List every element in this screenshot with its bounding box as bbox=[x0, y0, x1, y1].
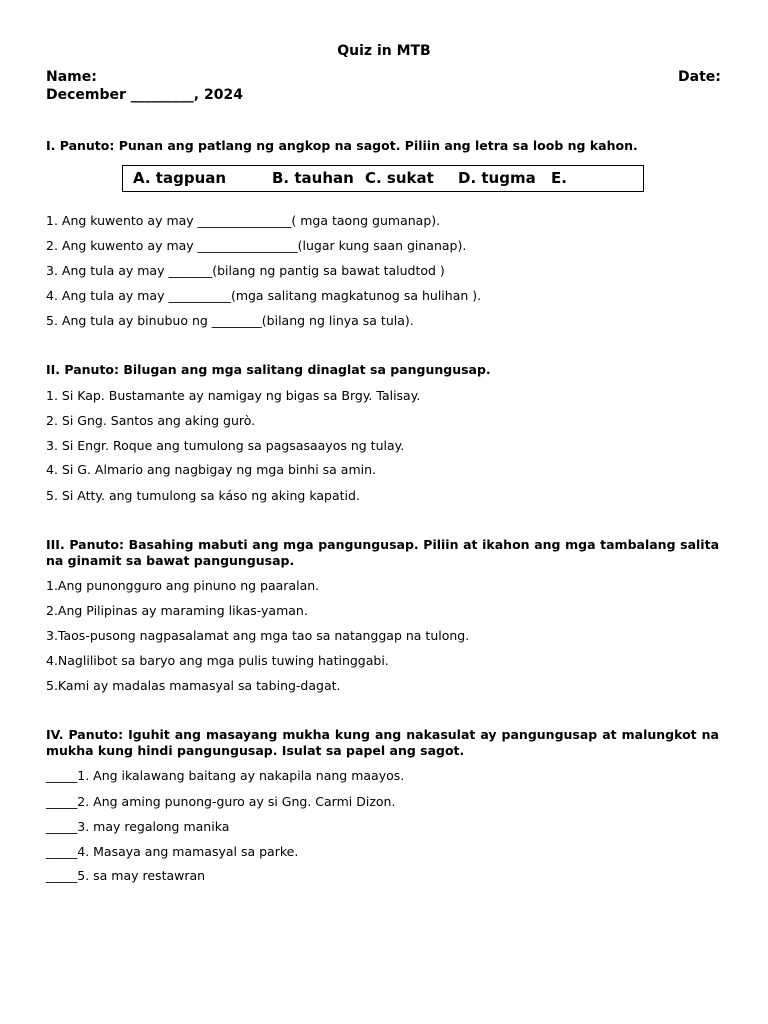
section4-item-4: _____4. Masaya ang mamasyal sa parke. bbox=[46, 844, 299, 859]
section2-item-4: 4. Si G. Almario ang nagbigay ng mga binhi sa amin. bbox=[46, 462, 377, 477]
name-label: Name: bbox=[46, 69, 97, 85]
date-line: December _________, 2024 bbox=[46, 87, 243, 103]
choice-b: B. tauhan bbox=[272, 169, 354, 187]
section4-item-3: _____3. may regalong manika bbox=[46, 819, 230, 834]
choice-c: C. sukat bbox=[365, 169, 434, 187]
page-title: Quiz in MTB bbox=[337, 43, 431, 59]
section2-item-1: 1. Si Kap. Bustamante ay namigay ng bigas sa Brgy. Talisay. bbox=[46, 388, 421, 403]
section1-item-1: 1. Ang kuwento ay may _______________( mga taong gumanap). bbox=[46, 213, 441, 228]
section4-item-2: _____2. Ang aming punong-guro ay si Gng. Carmi Dizon. bbox=[46, 794, 396, 809]
section3-item-4: 4.Naglilibot sa baryo ang mga pulis tuwing hatinggabi. bbox=[46, 653, 389, 668]
section3-item-5: 5.Kami ay madalas mamasyal sa tabing-dagat. bbox=[46, 678, 341, 693]
choices-box bbox=[122, 165, 644, 192]
section1-item-4: 4. Ang tula ay may __________(mga salitang magkatunog sa hulihan ). bbox=[46, 288, 482, 303]
section2-instruction: II. Panuto: Bilugan ang mga salitang dinaglat sa pangungusap. bbox=[46, 362, 491, 377]
section3-item-2: 2.Ang Pilipinas ay maraming likas-yaman. bbox=[46, 603, 308, 618]
section1-instruction: I. Panuto: Punan ang patlang ng angkop na sagot. Piliin ang letra sa loob ng kahon. bbox=[46, 138, 638, 153]
section1-item-5: 5. Ang tula ay binubuo ng ________(bilang ng linya sa tula). bbox=[46, 313, 414, 328]
section4-item-5: _____5. sa may restawran bbox=[46, 868, 206, 883]
section4-item-1: _____1. Ang ikalawang baitang ay nakapila nang maayos. bbox=[46, 768, 405, 783]
section3-item-3: 3.Taos-pusong nagpasalamat ang mga tao sa natanggap na tulong. bbox=[46, 628, 470, 643]
section3-item-1: 1.Ang punongguro ang pinuno ng paaralan. bbox=[46, 578, 320, 593]
choice-e: E. bbox=[551, 169, 567, 187]
date-label: Date: bbox=[678, 69, 721, 85]
section4-instruction: IV. Panuto: Iguhit ang masayang mukha kung ang nakasulat ay pangungusap at malungkot na mukha kung hindi pangungusap. Isulat sa papel ang sagot. bbox=[46, 727, 719, 758]
section2-item-2: 2. Si Gng. Santos ang aking gurò. bbox=[46, 413, 256, 428]
choice-d: D. tugma bbox=[458, 169, 536, 187]
section1-item-2: 2. Ang kuwento ay may ________________(lugar kung saan ginanap). bbox=[46, 238, 467, 253]
choice-a: A. tagpuan bbox=[133, 169, 227, 187]
section1-item-3: 3. Ang tula ay may _______(bilang ng pantig sa bawat taludtod ) bbox=[46, 263, 445, 278]
section2-item-5: 5. Si Atty. ang tumulong sa káso ng aking kapatid. bbox=[46, 488, 360, 503]
section3-instruction: III. Panuto: Basahing mabuti ang mga pangungusap. Piliin at ikahon ang mga tambalang salita na ginamit sa bawat pangungusap. bbox=[46, 537, 719, 568]
section2-item-3: 3. Si Engr. Roque ang tumulong sa pagsasaayos ng tulay. bbox=[46, 438, 405, 453]
